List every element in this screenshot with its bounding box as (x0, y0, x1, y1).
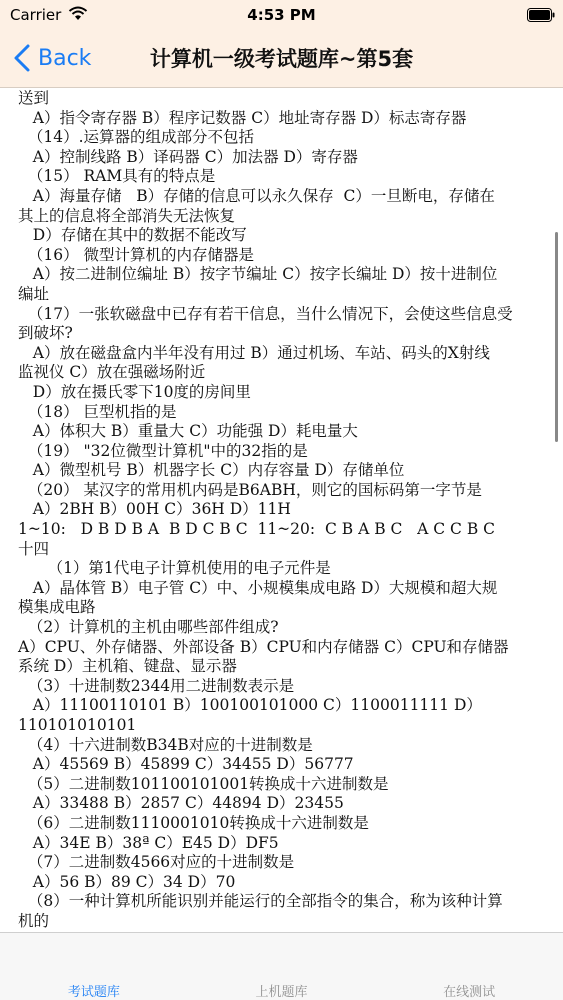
content-line: （17）一张软磁盘中已存有若干信息，当什么情况下，会使这些信息受 (18, 304, 513, 323)
content-line: 机的 (18, 911, 50, 930)
content-line: （18） 巨型机指的是 (18, 402, 177, 421)
content-line: A）体积大 B）重量大 C）功能强 D）耗电量大 (18, 422, 358, 441)
content-line: 模集成电路 (18, 598, 96, 617)
content-line: （19） "32位微型计算机"中的32指的是 (18, 441, 308, 460)
content-line: A）45569 B）45899 C）34455 D）56777 (18, 755, 354, 774)
content-line: （20） 某汉字的常用机内码是B6ABH，则它的国标码第一字节是 (18, 480, 482, 499)
content-line: A）56 B）89 C）34 D）70 (18, 872, 236, 891)
content-line: 十四 (18, 539, 50, 558)
content-line: 编址 (18, 284, 50, 303)
content-line: A）晶体管 B）电子管 C）中、小规模集成电路 D）大规模和超大规 (18, 578, 498, 597)
clock: 4:53 PM (247, 6, 316, 24)
content-line: A）海量存储 B）存储的信息可以永久保存 C）一旦断电，存储在 (18, 186, 495, 205)
tab-exam-questions[interactable] (0, 933, 188, 1000)
content-line: A）11100110101 B）100100101000 C）1100011111 D）110101010101 (18, 696, 482, 734)
content-line: A）CPU、外存储器、外部设备 B）CPU和内存储器 C）CPU和存储器 (18, 637, 509, 656)
content-line: A）按二进制位编址 B）按字节编址 C）按字长编址 D）按十进制位 (18, 265, 498, 284)
content-line: A）2BH B）00H C）36H D）11H (18, 500, 291, 519)
question-text-view[interactable] (0, 89, 563, 932)
content-line: （7）二进制数4566对应的十进制数是 (18, 853, 295, 872)
content-line: （5）二进制数101100101001转换成十六进制数是 (18, 774, 389, 793)
content-line: 监视仪 C）放在强磁场附近 (18, 363, 206, 382)
content-line: （16） 微型计算机的内存储器是 (18, 245, 255, 264)
content-line: A）指令寄存器 B）程序记数器 C）地址寄存器 D）标志寄存器 (18, 108, 467, 127)
content-line: （8）一种计算机所能识别并能运行的全部指令的集合，称为该种计算 (18, 892, 503, 911)
page-title: 计算机一级考试题库~第5套 (149, 47, 414, 71)
tab-label: 考试题库 (67, 985, 120, 1000)
tab-online-test[interactable] (375, 933, 563, 1000)
battery-icon (527, 8, 555, 22)
content-line: （15） RAM具有的特点是 (18, 167, 216, 186)
carrier-label: Carrier (10, 6, 62, 24)
content-line: （1）第1代电子计算机使用的电子元件是 (18, 559, 331, 578)
tab-label: 在线测试 (443, 985, 496, 1000)
tab-computer-questions[interactable] (188, 933, 376, 1000)
content-line: 其上的信息将全部消失无法恢复 (18, 206, 236, 225)
content-line: A）34E B）38ª C）E45 D）DF5 (18, 833, 279, 852)
content-line: A）放在磁盘盒内半年没有用过 B）通过机场、车站、码头的X射线 (18, 343, 490, 362)
content-line: 1~10: D B D B A B D C B C 11~20: C B A B C A C C B C (18, 520, 496, 539)
content-line: 到破坏? (18, 324, 73, 343)
scroll-indicator[interactable] (555, 232, 558, 442)
content-line: （2）计算机的主机由哪些部件组成? (18, 618, 279, 637)
content-line: 送到 (18, 89, 50, 107)
content-line: D）存储在其中的数据不能改写 (18, 226, 247, 245)
content-line: （4）十六进制数B34B对应的十进制数是 (18, 735, 313, 754)
content-line: （14）.运算器的组成部分不包括 (18, 128, 255, 147)
content-line: A）微型机号 B）机器字长 C）内存容量 D）存储单位 (18, 461, 405, 480)
content-line: D）放在摄氏零下10度的房间里 (18, 382, 251, 401)
content-line: A）控制线路 B）译码器 C）加法器 D）寄存器 (18, 147, 358, 166)
content-line: 系统 D）主机箱、键盘、显示器 (18, 657, 237, 676)
back-label: Back (38, 45, 92, 71)
status-bar (0, 0, 563, 30)
tab-bar (0, 932, 563, 1000)
navigation-bar (0, 30, 563, 88)
tab-label: 上机题库 (255, 985, 308, 1000)
content-line: （3）十进制数2344用二进制数表示是 (18, 676, 295, 695)
content-line: A）33488 B）2857 C）44894 D）23455 (18, 794, 344, 813)
content-line: （6）二进制数1110001010转换成十六进制数是 (18, 813, 369, 832)
